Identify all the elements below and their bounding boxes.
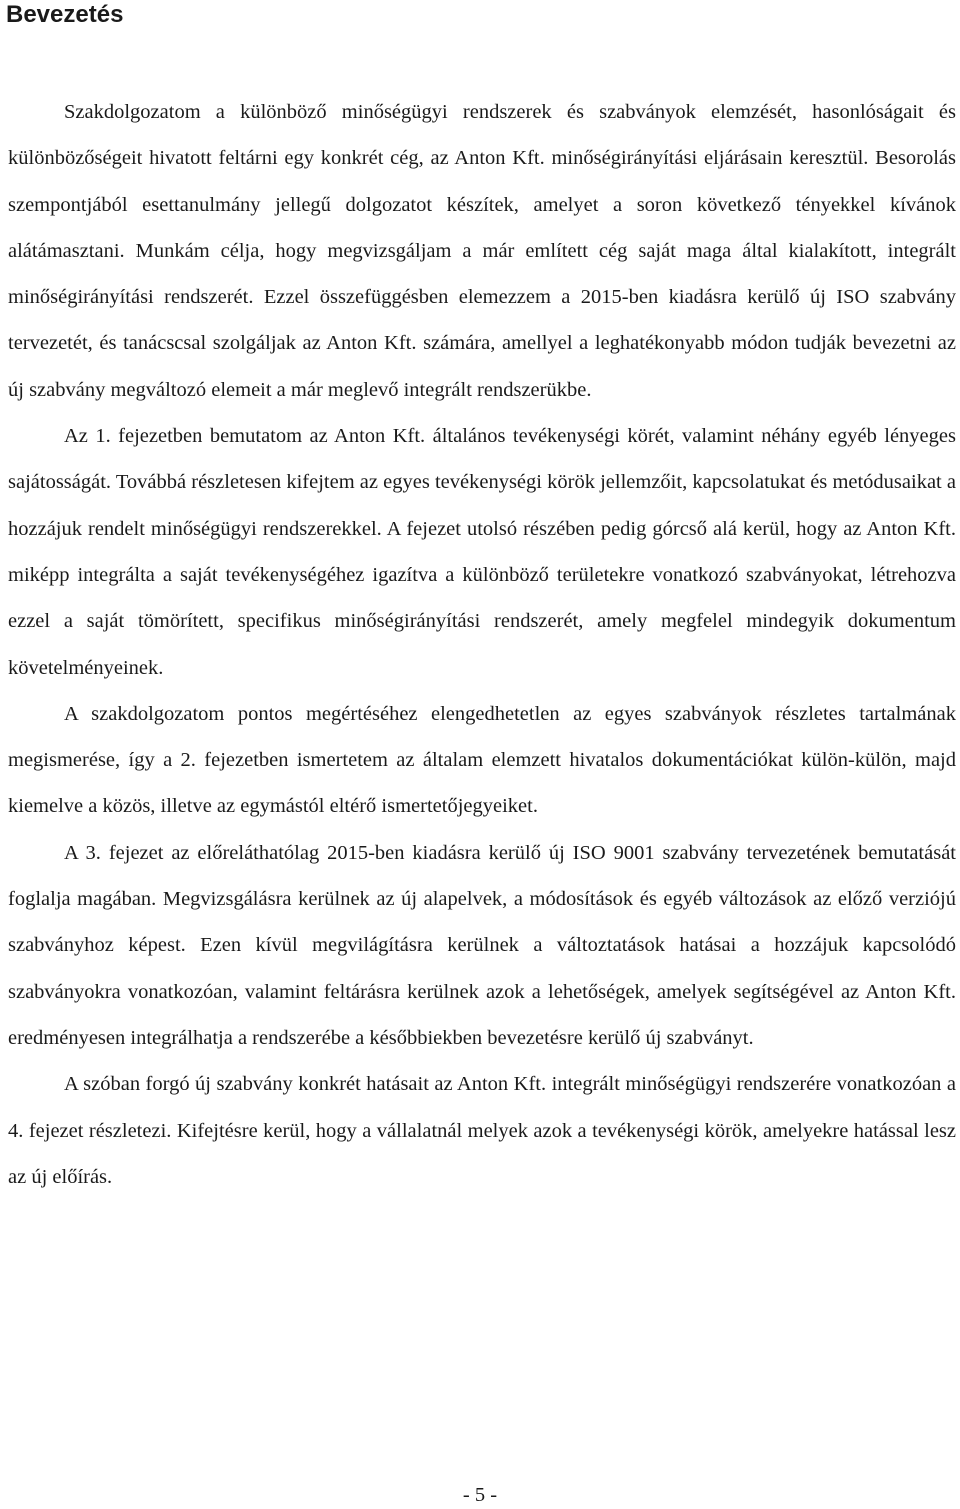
page-number: - 5 -: [462, 1484, 498, 1506]
paragraph-3: A szakdolgozatom pontos megértéséhez elengedhetetlen az egyes szabványok részletes tartalmának megismerése, így a 2. fejezetben ismertetem az általam elemzett hivatalos dokumentációkat külön-külön, majd kiemelve a közös, illetve az egymástól eltérő ismertetőjegyeiket.: [8, 702, 956, 818]
section-heading: Bevezetés: [6, 1, 124, 28]
paragraph-1: Szakdolgozatom a különböző minőségügyi rendszerek és szabványok elemzését, hasonlóságait és különbözőségeit hivatott feltárni egy konkrét cég, az Anton Kft. minőségirányítási eljárásain keresztül. Besorolás szempontjából esettanulmány jellegű dolgozatot készítek, amelyet a soron következő tényekkel kívánok alátámasztani. Munkám célja, hogy megvizsgáljam a már említett cég saját maga által kialakított, integrált minőségirányítási rendszerét. Ezzel összefüggésben elemezzem a 2015-ben kiadásra kerülő új ISO szabvány tervezetét, és tanácscsal szolgáljak az Anton Kft. számára, amellyel a leghatékonyabb módon tudják bevezetni az új szabvány megváltozó elemeit a már meglevő integrált rendszerükbe.: [8, 101, 956, 401]
paragraph-5: A szóban forgó új szabvány konkrét hatásait az Anton Kft. integrált minőségügyi rendszerére vonatkozóan a 4. fejezet részletezi. Kifejtésre kerül, hogy a vállalatnál melyek azok a tevékenységi körök, amelyekre hatással lesz az új előírás.: [8, 1073, 956, 1188]
paragraph-4: A 3. fejezet az előreláthatólag 2015-ben kiadásra kerülő új ISO 9001 szabvány tervezetének bemutatását foglalja magában. Megvizsgálásra kerülnek az új alapelvek, a módosítások és egyéb változások az előző verziójú szabványhoz képest. Ezen kívül megvilágításra kerülnek a változtatások hatásai a hozzájuk kapcsolódó szabványokra vonatkozóan, valamint feltárásra kerülnek azok a lehetőségek, amelyek segítségével az Anton Kft. eredményesen integrálhatja a rendszerébe a későbbiekben bevezetésre kerülő új szabványt.: [8, 841, 956, 1049]
paragraph-2: Az 1. fejezetben bemutatom az Anton Kft. általános tevékenységi körét, valamint néhány egyéb lényeges sajátosságát. Továbbá részletesen kifejtem az egyes tevékenységi körök jellemzőit, kapcsolatukat és metódusaikat a hozzájuk rendelt minőségügyi rendszerekkel. A fejezet utolsó részében pedig górcső alá kerül, hogy az Anton Kft. miképp integrálta a saját tevékenységéhez igazítva a különböző területekre vonatkozó szabványokat, létrehozva ezzel a saját tömörített, specifikus minőségirányítási rendszerét, amely megfelel mindegyik dokumentum követelményeinek.: [8, 425, 956, 679]
body-text: [8, 89, 956, 1200]
